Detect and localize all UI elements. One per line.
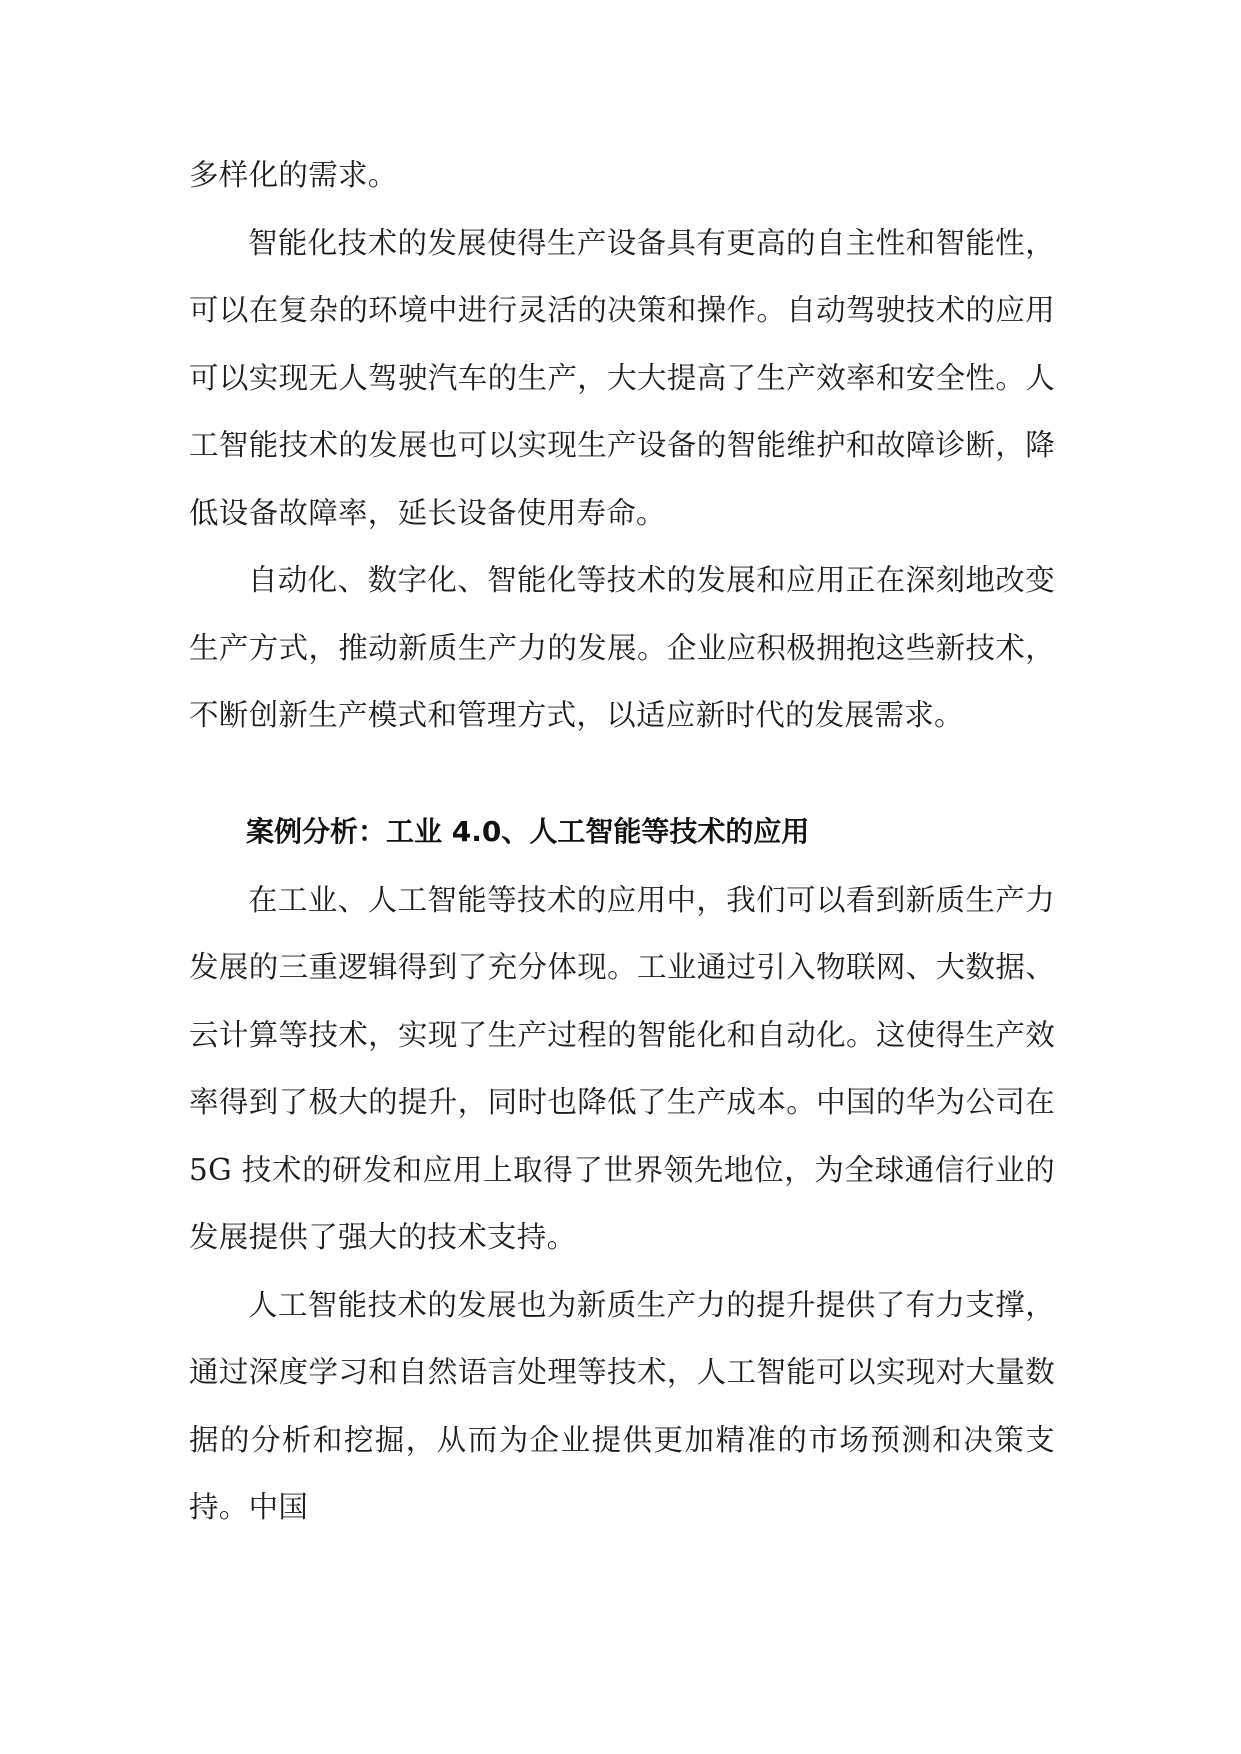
paragraph-intelligent-tech: 智能化技术的发展使得生产设备具有更高的自主性和智能性，可以在复杂的环境中进行灵活的决策和操作。自动驾驶技术的应用可以实现无人驾驶汽车的生产，大大提高了生产效率和安全性。人工智能技术的发展也可以实现生产设备的智能维护和故障诊断，降低设备故障率，延长设备使用寿命。 <box>189 225 1055 530</box>
paragraph-continuation: 多样化的需求。 <box>189 158 398 192</box>
document-body <box>189 142 1055 1542</box>
section-heading: 案例分析：工业 4.0、人工智能等技术的应用 <box>246 814 810 848</box>
paragraph-industry-case: 在工业、人工智能等技术的应用中，我们可以看到新质生产力发展的三重逻辑得到了充分体现。工业通过引入物联网、大数据、云计算等技术，实现了生产过程的智能化和自动化。这使得生产效率得到了极大的提升，同时也降低了生产成本。中国的华为公司在 5G 技术的研发和应用上取得了世界领先地位，为全球通信行业的发展提供了强大的技术支持。 <box>189 882 1055 1254</box>
paragraph-ai-support: 人工智能技术的发展也为新质生产力的提升提供了有力支撑，通过深度学习和自然语言处理等技术，人工智能可以实现对大量数据的分析和挖掘，从而为企业提供更加精准的市场预测和决策支持。中国 <box>189 1287 1055 1524</box>
paragraph-automation-summary: 自动化、数字化、智能化等技术的发展和应用正在深刻地改变生产方式，推动新质生产力的发展。企业应积极拥抱这些新技术，不断创新生产模式和管理方式，以适应新时代的发展需求。 <box>189 563 1055 732</box>
